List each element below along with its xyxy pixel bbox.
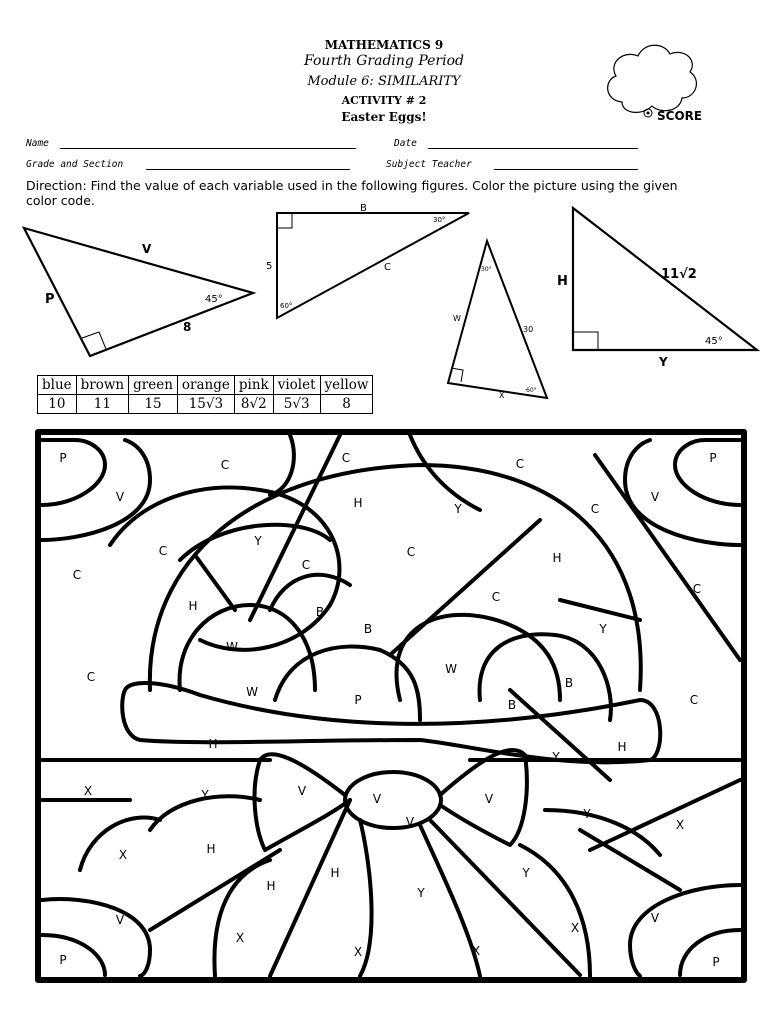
figure3-label-side: 30 [523,325,534,334]
directions-text: Direction: Find the value of each variable used in the following figures. Color the picture using the given color code. [26,178,678,208]
module-heading: Module 6: SIMILARITY [307,74,461,89]
value-cell: 8 [320,395,373,414]
region-label: C [692,582,702,596]
region-label: X [675,818,685,832]
value-cell: 8√2 [234,395,273,414]
region-label: W [445,662,457,676]
region-label: B [315,605,325,619]
region-label: Y [417,886,425,900]
figure1-label-p: P [45,292,55,307]
value-cell: 10 [38,395,77,414]
region-label: C [491,590,501,604]
region-label: Y [599,622,607,636]
region-label: C [158,544,168,558]
period-heading: Fourth Grading Period [304,53,464,69]
figure2-label-angle-bottom: 60° [280,302,293,310]
color-cell: brown [76,376,128,395]
region-label: C [689,693,699,707]
region-label: C [590,502,600,516]
worksheet-title: Easter Eggs! [341,110,427,124]
figure2-label-angle-top: 30° [433,216,446,224]
region-label: C [301,558,311,572]
region-label: H [353,496,363,510]
figure3-label-x: X [499,391,505,400]
region-label: H [330,866,340,880]
region-label: V [297,784,307,798]
value-cell: 15√3 [177,395,234,414]
region-label: Y [254,534,262,548]
region-label: P [709,451,717,465]
figure4-label-y: Y [659,355,668,369]
region-label: C [406,545,416,559]
color-cell: yellow [320,376,373,395]
figure2-label-b: B [360,203,367,214]
name-label: Name [26,138,49,149]
region-label: Y [201,788,209,802]
value-cell: 11 [76,395,128,414]
region-label: X [118,848,128,862]
region-label: P [59,451,67,465]
figure1-label-side: 8 [183,320,192,334]
region-label: X [83,784,93,798]
region-label: V [484,792,494,806]
region-label: H [552,551,562,565]
region-label: W [226,640,238,654]
activity-heading: ACTIVITY # 2 [341,94,427,107]
color-cell: green [129,376,178,395]
region-label: Y [454,502,462,516]
region-label: C [220,458,230,472]
region-label: Y [522,866,530,880]
color-cell: blue [38,376,77,395]
region-label: V [650,490,660,504]
color-cell: violet [273,376,320,395]
region-label: V [372,792,382,806]
region-label: P [59,953,67,967]
region-label: X [235,931,245,945]
region-label: V [115,913,125,927]
region-label: C [72,568,82,582]
figure4-label-hyp: 11√2 [661,267,697,282]
region-label: B [507,698,517,712]
region-label: B [564,676,574,690]
score-label: SCORE [657,109,703,123]
figure3-label-angle-top: 30° [481,266,492,273]
region-label: W [246,685,258,699]
color-cell: orange [177,376,234,395]
region-label: H [617,740,627,754]
figure2-label-side: 5 [266,261,273,272]
region-label: H [188,599,198,613]
figure2-label-c: C [384,262,391,273]
region-label: X [471,944,481,958]
region-label: H [208,737,218,751]
value-cell: 5√3 [273,395,320,414]
figure3-label-w: W [453,314,461,323]
date-label: Date [394,138,417,149]
region-label: C [341,451,351,465]
figure1-label-v: V [142,242,152,256]
region-label: X [353,945,363,959]
figure4-label-h: H [557,274,568,289]
region-label: P [354,693,362,707]
figure3-label-angle-bottom: 60° [526,387,537,394]
color-cell: pink [234,376,273,395]
region-label: C [86,670,96,684]
region-label: C [515,457,525,471]
value-cell: 15 [129,395,178,414]
region-label: H [206,842,216,856]
region-label: H [266,879,276,893]
region-label: P [712,955,720,969]
region-label: Y [583,807,591,821]
region-label: V [650,911,660,925]
subject-heading: MATHEMATICS 9 [324,38,444,52]
region-label: X [570,921,580,935]
region-label: Y [552,750,560,764]
figure1-label-angle: 45° [205,294,223,305]
subject-teacher-label: Subject Teacher [386,159,472,170]
region-label: B [363,622,373,636]
grade-section-label: Grade and Section [26,159,124,170]
figure4-label-angle: 45° [705,336,723,347]
region-label: V [405,815,415,829]
region-label: V [115,490,125,504]
